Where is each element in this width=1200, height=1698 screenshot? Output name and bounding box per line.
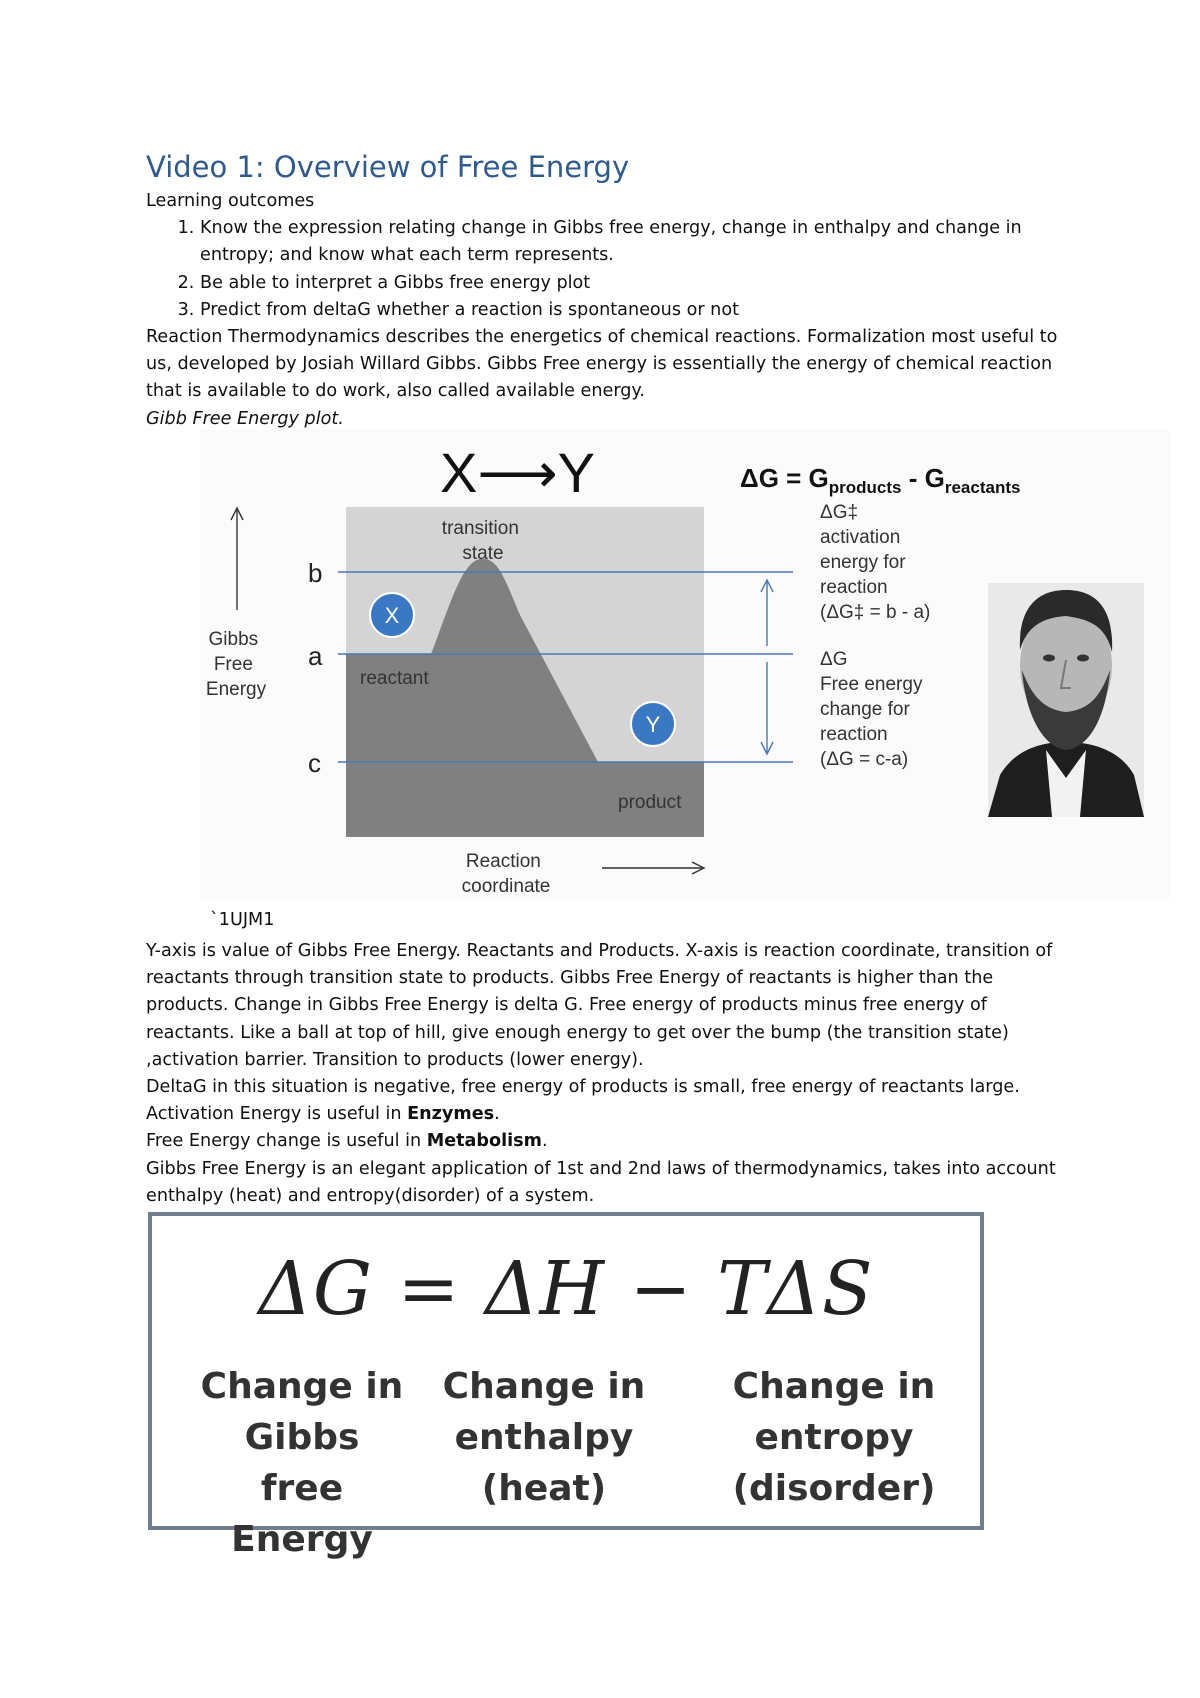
portrait-right-eye [1077, 655, 1089, 662]
transition-state-label: transition state [441, 518, 519, 564]
outcomes-list [146, 215, 1066, 324]
gibbs-energy-figure [200, 430, 1170, 900]
body-paragraph: Y-axis is value of Gibbs Free Energy. Reactants and Products. X-axis is reaction coordinate, transition of reactants through transition state to products. Gibbs Free Energy of reactants is higher than the products. Change in Gibbs Free Energy is delta G. Free energy of products minus free energy of reactants. Like a ball at top of hill, give enough energy to get over the bump (the transition state) ,activation barrier. Transition to products (lower energy). [146, 941, 1053, 1070]
gibbs-equation: ΔG = ΔH − TΔS [258, 1246, 874, 1332]
outcome-item: 1. Know the expression relating change in Gibbs free energy, change in enthalpy and change in entropy; and know what each term represents. [200, 215, 1066, 269]
body-paragraph: DeltaG in this situation is negative, free energy of products is small, free energy of reactants large. [146, 1077, 1020, 1098]
equation-label-gibbs: Change in Gibbs free Energy [200, 1366, 404, 1560]
reaction-equation: X⟶Y [440, 441, 595, 504]
equation-box [148, 1212, 984, 1560]
delta-g-definition: $\Delta G = G_{products} - G_{reactants}$ [740, 463, 1021, 497]
equation-label-entropy: Change in entropy (disorder) [732, 1366, 936, 1509]
product-label: product [618, 792, 682, 813]
level-label-c: c [308, 748, 321, 778]
plot-caption: Gibb Free Energy plot. [146, 408, 344, 429]
code-line: `1UJM1 [210, 910, 275, 930]
page-title: Video 1: Overview of Free Energy [146, 150, 630, 184]
product-y-symbol: Y [645, 712, 661, 737]
portrait-left-eye [1043, 655, 1055, 662]
learning-outcomes-heading: Learning outcomes [146, 191, 315, 211]
activation-annotation: ΔG‡ activation energy for reaction (ΔG‡ = b - a) [820, 502, 931, 623]
outcome-item: 2. Be able to interpret a Gibbs free energy plot [200, 270, 1066, 297]
y-axis-label: Gibbs Free Energy [205, 629, 267, 700]
activation-line: Activation Energy is useful in Enzymes. [146, 1104, 500, 1125]
free-energy-line: Free Energy change is useful in Metabolism. [146, 1131, 548, 1152]
free-energy-annotation: ΔG Free energy change for reaction (ΔG = c-a) [820, 649, 923, 770]
body-section [146, 938, 1066, 1210]
reactant-x-symbol: X [384, 603, 400, 628]
gibbs-portrait [988, 583, 1144, 817]
intro-paragraph: Reaction Thermodynamics describes the energetics of chemical reactions. Formalization most useful to us, developed by Josiah Willard Gibbs. Gibbs Free energy is essentially the energy of chemical reaction that is available to do work, also called available energy. [146, 327, 1058, 402]
intro-section [146, 188, 1066, 433]
final-paragraph: Gibbs Free Energy is an elegant application of 1st and 2nd laws of thermodynamics, takes into account enthalpy (heat) and entropy(disorder) of a system. [146, 1158, 1056, 1206]
level-label-b: b [308, 558, 323, 588]
outcome-item: 3. Predict from deltaG whether a reaction is spontaneous or not [200, 297, 1066, 324]
x-axis-label: Reaction coordinate [461, 851, 551, 897]
reactant-label: reactant [360, 668, 429, 689]
equation-label-enthalpy: Change in enthalpy (heat) [442, 1366, 646, 1509]
level-label-a: a [308, 641, 323, 671]
